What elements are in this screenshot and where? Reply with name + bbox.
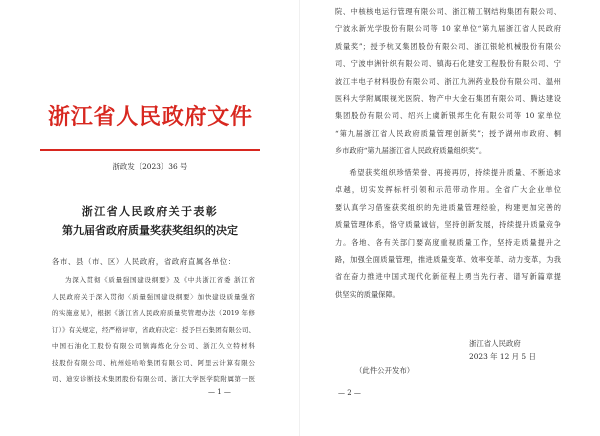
page-number: — 1 —: [208, 388, 231, 396]
body-line: 司、宁波申洲针织有限公司、镇海石化建安工程股份有限公司、宁: [335, 59, 561, 69]
body-line: 订）》有关规定，经严格评审，省政府决定：授予巨石集团有限公司、: [52, 325, 255, 334]
salutation: 各市、县（市、区）人民政府，省政府直属各单位：: [52, 257, 236, 266]
body-paragraph: [335, 3, 561, 160]
body-line: 质量奖”；授予杭叉集团股份有限公司、浙江银轮机械股份有限公: [335, 41, 561, 51]
document-title-line: 第九届省政府质量奖获奖组织的决定: [62, 224, 238, 237]
body-line: 乡市政府“第九届浙江省人民政府质量组织奖”。: [335, 146, 487, 156]
body-line: 集团股份有限公司、绍兴上虞新银邦生化有限公司等 10 家单位: [335, 111, 561, 121]
body-line: 希望获奖组织珍惜荣誉、再接再厉，持续提升质量、不断追求: [349, 168, 561, 177]
body-line: 院、中核核电运行管理有限公司、浙江精工钢结构集团有限公司、: [335, 7, 561, 16]
body-line: 的实施意见》，根据《浙江省人民政府质量奖管理办法（2019 年修: [52, 309, 255, 317]
issuer-signature: 浙江省人民政府: [469, 339, 521, 348]
body-line: 波江丰电子材料股份有限公司、浙江九洲药业股份有限公司、温州: [335, 76, 561, 86]
document-header-title: 浙江省人民政府文件: [48, 104, 252, 130]
body-paragraph: [52, 272, 255, 388]
body-line: 宁波永新光学股份有限公司等 10 家单位“第九届浙江省人民政府: [335, 24, 561, 34]
body-line: 技股份有限公司、杭州娃哈哈集团有限公司、阿里云计算有限公: [52, 358, 255, 367]
body-line: “第九届浙江省人民政府质量管理创新奖”；授予湖州市政府、桐: [335, 128, 561, 138]
body-line: 省在奋力推进中国式现代化新征程上勇当先行者、谱写新篇章提: [335, 272, 561, 282]
body-paragraph: [335, 164, 561, 303]
body-line: 中国石油化工股份有限公司镇海炼化分公司、浙江久立特材科: [52, 342, 255, 350]
header-red-rule: [40, 149, 260, 151]
document-number: 浙政发〔2023〕36 号: [112, 162, 188, 171]
body-line: 力。各地、各有关部门要高度重视质量工作，坚持走质量提升之: [335, 237, 561, 247]
body-line: 要认真学习借鉴获奖组织的先进质量管理经验，构建更加完善的: [335, 202, 561, 212]
body-line: 卓越，切实发挥标杆引领和示范带动作用。全省广大企业单位: [335, 185, 561, 195]
body-line: 为深入贯彻《质量强国建设纲要》及《中共浙江省委 浙江省: [65, 276, 255, 284]
body-line: 司、迪安诊断技术集团股份有限公司、浙江大学医学院附属第一医: [52, 375, 255, 383]
page-number: — 2 —: [338, 389, 361, 397]
body-line: 医科大学附属眼视光医院、物产中大金石集团有限公司、腾达建设: [335, 94, 561, 104]
publish-note: （此件公开发布）: [355, 366, 415, 375]
body-line: 人民政府关于深入贯彻〈质量强国建设纲要〉加快建设质量强省: [52, 292, 255, 301]
body-line: 质量管理体系，恪守质量诚信，坚持创新发展，持续提升质量竞争: [335, 220, 561, 230]
document-page-2: [300, 0, 600, 436]
body-line: 路，加强全面质量管理，推进质量变革、效率变革、动力变革，为我: [335, 255, 561, 265]
body-line: 供坚实的质量保障。: [335, 289, 400, 299]
issue-date: 2023 年 12 月 5 日: [469, 352, 536, 361]
document-title-line: 浙江省人民政府关于表彰: [81, 205, 219, 218]
